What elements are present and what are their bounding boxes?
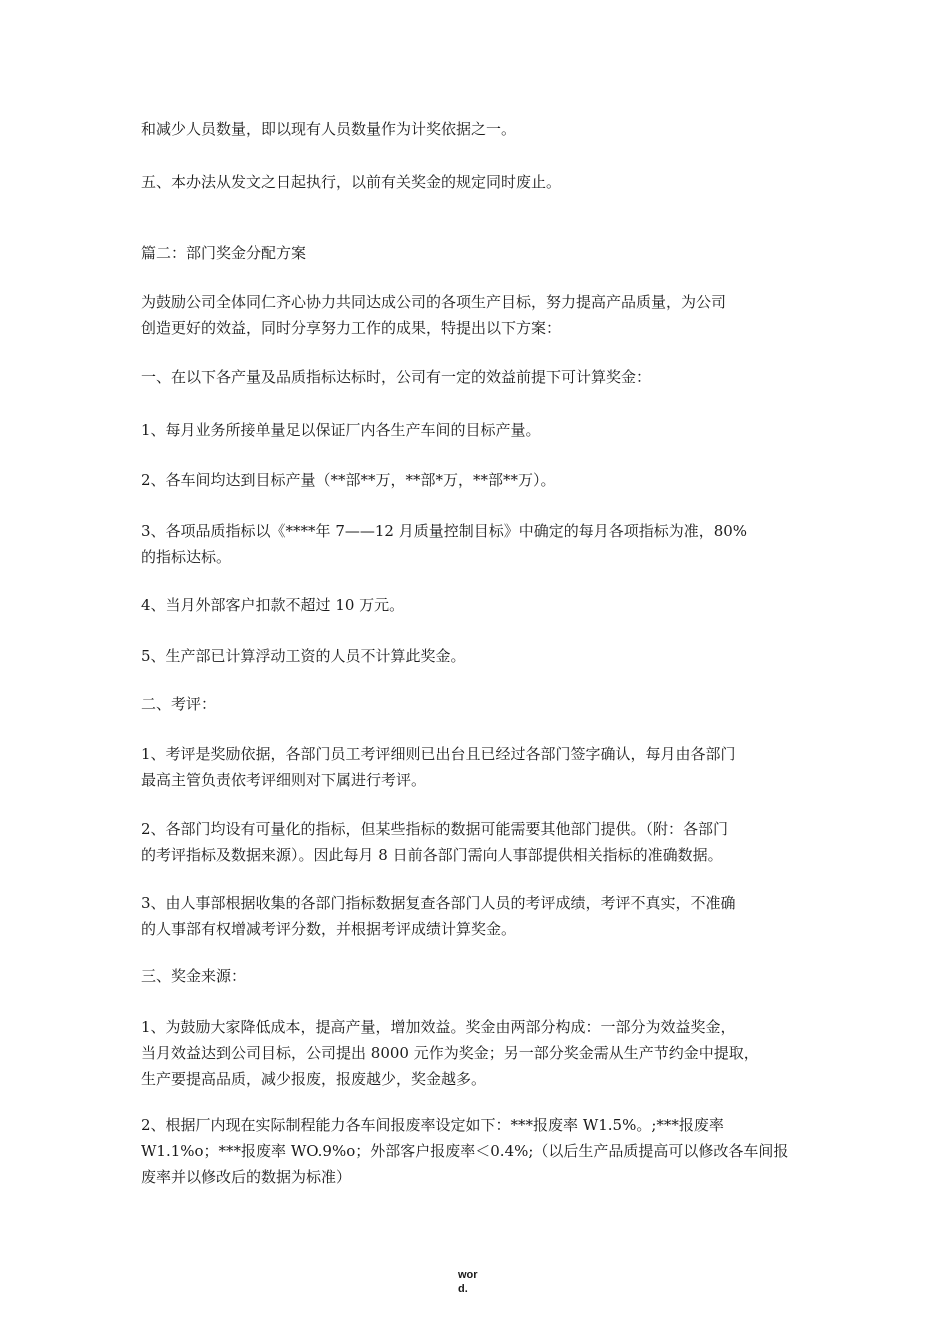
paragraph-item [141,417,819,443]
paragraph-clause-five [141,169,819,195]
paragraph-item [141,741,819,793]
text-line: 一、在以下各产量及品质指标达标时，公司有一定的效益前提下可计算奖金： [141,368,652,386]
text-line: 废率并以修改后的数据为标准） [141,1168,352,1186]
footer-line: wor [458,1269,478,1281]
paragraph-part-two-heading [141,691,819,717]
text-line: 3、各项品质指标以《****年 7——12 月质量控制目标》中确定的每月各项指标为准，80% [141,522,748,540]
text-line: 1、为鼓励大家降低成本，提高产量，增加效益。奖金由两部分构成：一部分为效益奖金， [141,1018,736,1036]
text-line: 1、每月业务所接单量足以保证厂内各生产车间的目标产量。 [141,421,541,439]
text-line: 篇二：部门奖金分配方案 [141,244,307,262]
text-line: 创造更好的效益，同时分享努力工作的成果，特提出以下方案： [141,319,562,337]
text-line: 三、奖金来源： [141,967,247,985]
text-line: W1.1%o；***报废率 WO.9%o；外部客户报废率＜0.4%;（以后生产品质提高可以修改各车间报 [141,1142,789,1160]
text-line: 生产要提高品质，减少报废，报废越少，奖金越多。 [141,1070,487,1088]
text-line: 二、考评： [141,695,217,713]
text-line: 的考评指标及数据来源）。因此每月 8 日前各部门需向人事部提供相关指标的准确数据。 [141,846,723,864]
paragraph-intro [141,289,819,341]
section-heading [141,240,819,266]
text-line: 五、本办法从发文之日起执行，以前有关奖金的规定同时废止。 [141,173,562,191]
text-line: 当月效益达到公司目标，公司提出 8000 元作为奖金；另一部分奖金需从生产节约金中提取， [141,1044,759,1062]
paragraph-item [141,643,819,669]
text-line: 5、生产部已计算浮动工资的人员不计算此奖金。 [141,647,466,665]
text-line: 的指标达标。 [141,548,232,566]
text-line: 2、根据厂内现在实际制程能力各车间报废率设定如下：***报废率 W1.5%。;***报废率 [141,1116,724,1134]
paragraph-continuation [141,116,819,142]
paragraph-part-one-heading [141,364,819,390]
paragraph-item [141,467,819,493]
paragraph-part-three-heading [141,963,819,989]
paragraph-item [141,518,819,570]
text-line: 的人事部有权增减考评分数，并根据考评成绩计算奖金。 [141,920,517,938]
text-line: 3、由人事部根据收集的各部门指标数据复查各部门人员的考评成绩，考评不真实，不准确 [141,894,736,912]
paragraph-item [141,1014,819,1092]
footer-line: d. [458,1283,468,1295]
paragraph-item [141,1112,819,1190]
paragraph-item [141,816,819,868]
paragraph-item [141,890,819,942]
text-line: 为鼓励公司全体同仁齐心协力共同达成公司的各项生产目标，努力提高产品质量，为公司 [141,293,727,311]
page-footer [458,1268,498,1296]
text-line: 4、当月外部客户扣款不超过 10 万元。 [141,596,405,614]
text-line: 最高主管负责依考评细则对下属进行考评。 [141,771,427,789]
paragraph-item [141,592,819,618]
text-line: 1、考评是奖励依据，各部门员工考评细则已出台且已经过各部门签字确认，每月由各部门 [141,745,736,763]
text-line: 2、各车间均达到目标产量（**部**万，**部*万，**部**万）。 [141,471,556,489]
text-line: 和减少人员数量，即以现有人员数量作为计奖依据之一。 [141,120,517,138]
text-line: 2、各部门均设有可量化的指标，但某些指标的数据可能需要其他部门提供。（附：各部门 [141,820,729,838]
